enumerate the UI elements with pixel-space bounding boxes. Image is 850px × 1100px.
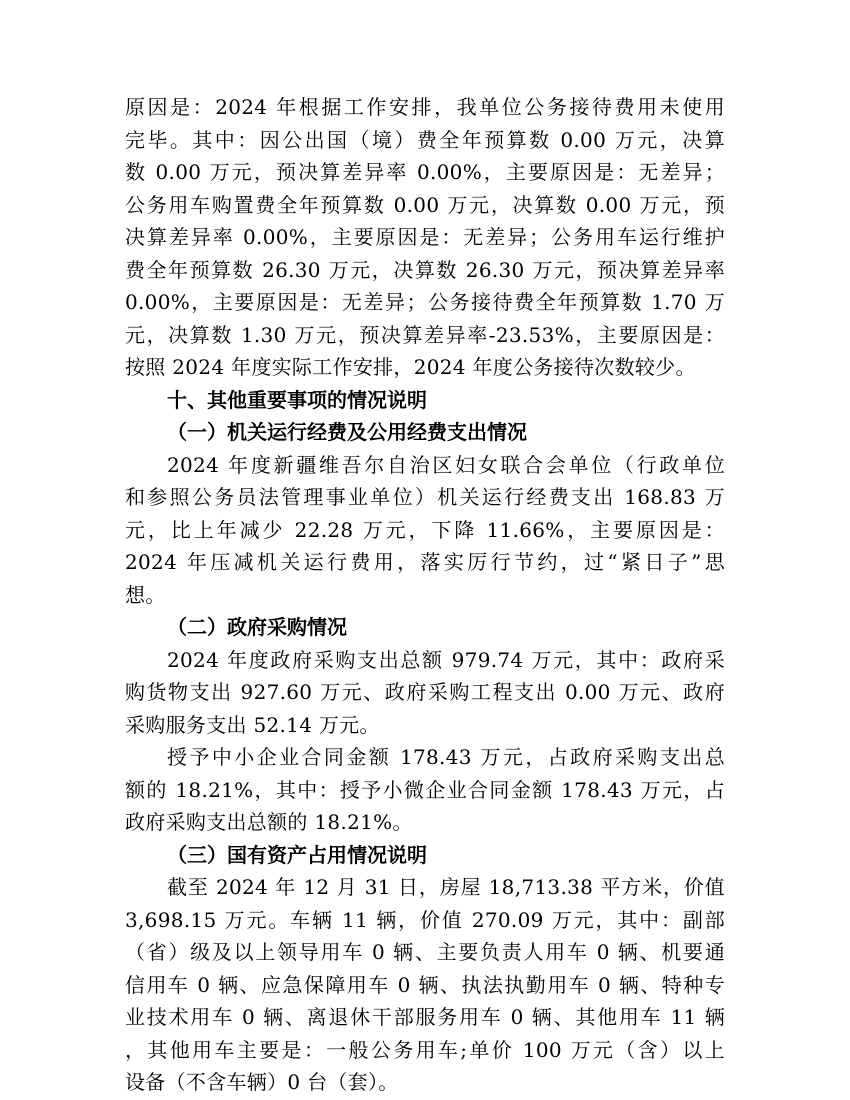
text-line: 授予中小企业合同金额 178.43 万元，占政府采购支出总 [167, 745, 725, 769]
subsection-heading-procurement: （二）政府采购情况 [167, 615, 347, 639]
paragraph-sme-contracts [125, 741, 725, 839]
text-line: 原因是：2024 年根据工作安排，我单位公务接待费用未使用 [125, 95, 725, 119]
text-line: 政府采购支出总额的 18.21%。 [125, 810, 413, 834]
paragraph-state-assets [125, 871, 725, 1099]
text-line: 公务用车购置费全年预算数 0.00 万元，决算数 0.00 万元，预 [125, 192, 725, 217]
text-line: 业技术用车 0 辆、离退休干部服务用车 0 辆、其他用车 11 辆 [125, 1005, 725, 1029]
section-heading-other-matters: 十、其他重要事项的情况说明 [167, 387, 427, 412]
text-line: 信用车 0 辆、应急保障用车 0 辆、执法执勤用车 0 辆、特种专 [125, 972, 725, 997]
text-line: 截至 2024 年 12 月 31 日，房屋 18,713.38 平方米，价值 [167, 875, 725, 899]
text-line: 想。 [125, 582, 166, 607]
text-line: 元，决算数 1.30 万元，预决算差异率-23.53%，主要原因是： [125, 322, 725, 347]
text-line: 和参照公务员法管理事业单位）机关运行经费支出 168.83 万 [125, 485, 725, 509]
text-line: 按照 2024 年度实际工作安排，2024 年度公务接待次数较少。 [125, 355, 696, 379]
paragraph-procurement-total [125, 644, 725, 742]
text-line: 决算差异率 0.00%，主要原因是：无差异；公务用车运行维护 [125, 225, 725, 249]
text-line: 数 0.00 万元，预决算差异率 0.00%，主要原因是：无差异； [125, 160, 725, 184]
document-page [125, 91, 725, 1099]
text-line: 费全年预算数 26.30 万元，决算数 26.30 万元，预决算差异率 [125, 257, 725, 282]
text-line: 2024 年度新疆维吾尔自治区妇女联合会单位（行政单位 [167, 452, 725, 477]
text-line: 额的 18.21%，其中：授予小微企业合同金额 178.43 万元，占 [125, 777, 725, 802]
text-line: 购货物支出 927.60 万元、政府采购工程支出 0.00 万元、政府 [125, 680, 725, 704]
subsection-heading-state-assets: （三）国有资产占用情况说明 [167, 842, 427, 867]
text-line: 2024 年度政府采购支出总额 979.74 万元，其中：政府采 [167, 647, 725, 672]
text-line: 设备（不含车辆）0 台（套）。 [125, 1070, 399, 1094]
text-line: 3,698.15 万元。车辆 11 辆，价值 270.09 万元，其中：副部 [125, 907, 725, 932]
text-line: 采购服务支出 52.14 万元。 [125, 712, 380, 737]
text-line: （省）级及以上领导用车 0 辆、主要负责人用车 0 辆、机要通 [125, 940, 725, 964]
paragraph-budget-variance [125, 91, 725, 384]
text-line: 2024 年压减机关运行费用，落实厉行节约，过“紧日子”思 [125, 550, 725, 574]
text-line: 完毕。其中：因公出国（境）费全年预算数 0.00 万元，决算 [125, 127, 725, 152]
paragraph-operating-costs [125, 449, 725, 612]
subsection-heading-operating-costs: （一）机关运行经费及公用经费支出情况 [167, 420, 527, 444]
text-line: 元，比上年减少 22.28 万元，下降 11.66%，主要原因是： [125, 517, 725, 542]
text-line: ，其他用车主要是：一般公务用车;单价 100 万元（含）以上 [125, 1037, 725, 1062]
text-line: 0.00%，主要原因是：无差异；公务接待费全年预算数 1.70 万 [125, 290, 725, 314]
